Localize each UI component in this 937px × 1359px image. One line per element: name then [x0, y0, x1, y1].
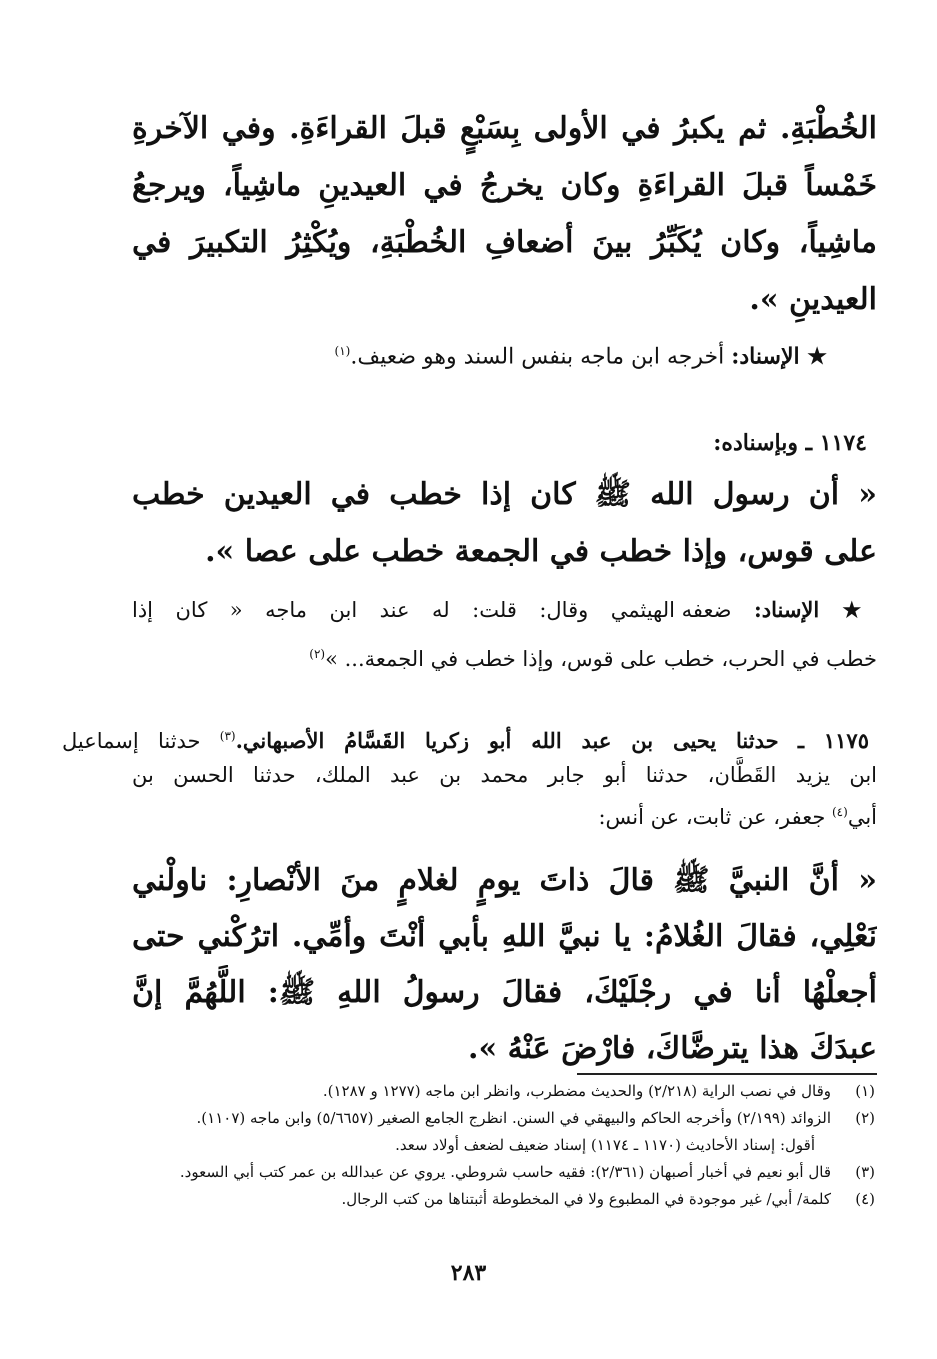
- isnad-note-1: [127, 333, 827, 375]
- hadith-text-1175: [132, 853, 877, 1077]
- text-line: « أنَّ النبيَّ ﷺ قالَ ذاتَ يومٍ لغلامٍ منَ الأنْصارِ: ناولْني: [132, 863, 877, 898]
- chain-text: حدثنا إسماعيل: [62, 729, 220, 753]
- text-line: [132, 632, 877, 681]
- isnad-text: ضعفه الهيثمي وقال: قلت: له عند ابن ماجه « كان إذا: [132, 598, 732, 622]
- footnote-number: (٤): [855, 1190, 875, 1208]
- footnote-item: [95, 1186, 875, 1213]
- text-line: ماشِياً، وكان يُكَبِّرُ بينَ أضعافِ الخُطْبَةِ، ويُكْثِرُ التكبيرَ في: [132, 225, 877, 260]
- isnad-note-2: [132, 588, 877, 681]
- footnote-text: الزوائد (٢/١٩٩) وأخرجه الحاكم والبيهقي في السنن. انظرج الجامع الصغير (٥/٦٦٥٧) وابن ماجه (١١٠٧).: [196, 1109, 831, 1127]
- text-line: العيدينِ ».: [749, 282, 877, 317]
- hadith-number: ١١٧٥ ـ: [797, 728, 869, 753]
- footnote-text: أقول: إسناد الأحاديث (١١٧٠ ـ ١١٧٤) إسناد ضعيف لضعف أولاد سعد.: [395, 1136, 815, 1154]
- footnote-text: كلمة/ أبي/ غير موجودة في المطبوع ولا في المخطوطة أثبتناها من كتب الرجال.: [341, 1190, 831, 1208]
- text-line: الخُطْبَةِ. ثم يكبرُ في الأولى بِسَبْعٍ قبلَ القراءَةِ. وفي الآخرةِ: [132, 111, 877, 146]
- text-line: على قوس، وإذا خطب في الجمعة خطب على عصا ».: [205, 534, 877, 569]
- text-line: نَعْلِي، فقالَ الغُلامُ: يا نبيَّ اللهِ بأبي أنْتَ وأمِّي. اترُكْني حتى: [132, 919, 877, 954]
- footnote-number: (٢): [855, 1109, 875, 1127]
- footnote-item: [95, 1078, 875, 1105]
- hadith-chain-1175: [62, 718, 869, 760]
- footnote-ref: (٣): [219, 729, 236, 743]
- text-line: « أن رسول الله ﷺ كان إذا خطب في العيدين خطب: [132, 477, 877, 512]
- footnote-text: وقال في نصب الراية (٢/٢١٨) والحديث مضطرب، وانظر ابن ماجه (١٢٧٧ و ١٢٨٧).: [322, 1082, 831, 1100]
- text-line: خَمْساً قبلَ القراءَةِ وكان يخرجُ في العيدينِ ماشِياً، ويرجعُ: [132, 168, 877, 203]
- chain-text: حدثنا يحيى بن عبد الله أبو زكريا القَسَّامُ الأصبهاني.: [235, 728, 779, 753]
- text-line: عبدَكَ هذا يترضَّاكَ، فارْضَ عَنْهُ ».: [468, 1031, 877, 1066]
- isnad-text: أخرجه ابن ماجه بنفس السند وهو ضعيف.: [350, 344, 725, 370]
- hadith-heading-1174: ١١٧٤ ـ وبإسناده:: [713, 430, 867, 456]
- text-line: [132, 794, 877, 836]
- hadith-chain-1175-cont: [132, 757, 877, 836]
- footnote-item: [95, 1132, 875, 1159]
- text-line: ابن يزيد القَطَّان، حدثنا أبو جابر محمد بن عبد الملك، حدثنا الحسن بن: [132, 763, 877, 787]
- footnote-number: (٣): [855, 1163, 875, 1181]
- footnote-item: [95, 1159, 875, 1186]
- footnote-text: قال أبو نعيم في أخبار أصبهان (٢/٣٦١): فقيه حاسب شروطي. يروي عن عبدالله بن عمر كتب أبي السعود.: [179, 1163, 831, 1181]
- isnad-text: خطب في الحرب، خطب على قوس، وإذا خطب في الجمعة... »: [325, 647, 877, 671]
- footnote-ref: (٤): [831, 805, 848, 819]
- text-line: [62, 718, 869, 760]
- footnote-divider: [577, 1073, 877, 1075]
- footnotes: [95, 1078, 875, 1213]
- chain-text: أبي: [847, 805, 877, 829]
- chain-text: جعفر، عن ثابت، عن أنس:: [598, 805, 832, 829]
- hadith-continuation: [132, 100, 877, 328]
- footnote-ref: (١): [334, 344, 351, 358]
- page-number: ٢٨٣: [450, 1260, 487, 1286]
- isnad-label: ★ الإسناد:: [731, 343, 827, 370]
- footnote-item: [95, 1105, 875, 1132]
- footnote-ref: (٢): [309, 647, 326, 661]
- footnote-number: (١): [855, 1082, 875, 1100]
- text-line: أجعلْهُا أنا في رجْلَيْكَ، فقالَ رسولُ اللهِ ﷺ: اللَّهُمَّ إنَّ: [132, 975, 877, 1010]
- text-line: [132, 588, 877, 632]
- isnad-label: ★ الإسناد:: [753, 597, 877, 622]
- hadith-text-1174: [132, 466, 877, 580]
